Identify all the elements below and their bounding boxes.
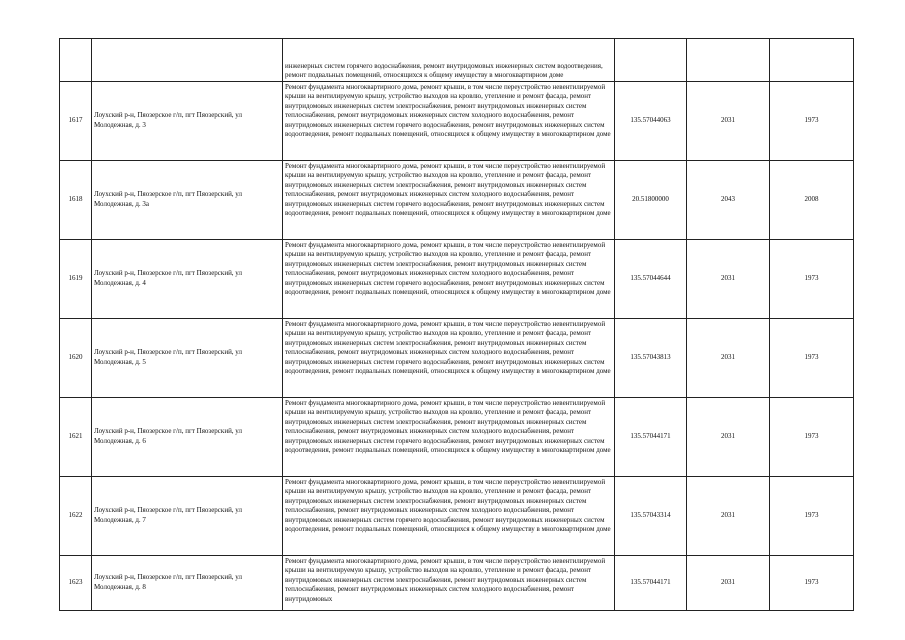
work-text: Ремонт фундамента многоквартирного дома, ремонт крыши, в том числе переустройство невентилируемой крыши на вентилируемую крышу, устройство выходов на кровлю, утепление и ремонт фасада, ремонт внутридомовых инженерных систем электроснабжения, ремонт внутридомовых инженерных систем теплоснабжения, ремонт внутридомовых инженерных систем холодного водоснабжения, ремонт внутридомовых инженерных систем горячего водоснабжения, ремонт внутридомовых инженерных систем водоотведения, ремонт подвальных помещений, относящихся к общему имуществу в многоквартирном доме: [285, 477, 611, 534]
cell-cost: 135.57044171: [615, 556, 687, 611]
cell-cost: [615, 39, 687, 82]
cell-planned-year: 2031: [687, 82, 770, 161]
table-row: [60, 161, 854, 240]
work-text: инженерных систем горячего водоснабжения, ремонт внутридомовых инженерных систем водоотведения, ремонт подвальных помещений, относящихся к общему имуществу в многоквартирном доме: [285, 61, 603, 80]
cell-address: Лоухский р-н, Пяозерское г/п, пгт Пяозерский, ул Молодежная, д. 7: [92, 477, 283, 556]
cell-number: 1623: [60, 556, 92, 611]
cell-work-types: [283, 398, 615, 477]
table-row: [60, 477, 854, 556]
cell-build-year: 1973: [770, 556, 854, 611]
cell-cost: 135.57044644: [615, 240, 687, 319]
cell-work-types: [283, 477, 615, 556]
cell-number: 1618: [60, 161, 92, 240]
work-text: Ремонт фундамента многоквартирного дома, ремонт крыши, в том числе переустройство невентилируемой крыши на вентилируемую крышу, устройство выходов на кровлю, утепление и ремонт фасада, ремонт внутридомовых инженерных систем электроснабжения, ремонт внутридомовых инженерных систем теплоснабжения, ремонт внутридомовых инженерных систем холодного водоснабжения, ремонт внутридомовых инженерных систем горячего водоснабжения, ремонт внутридомовых инженерных систем водоотведения, ремонт подвальных помещений, относящихся к общему имуществу в многоквартирном доме: [285, 82, 611, 139]
work-text: Ремонт фундамента многоквартирного дома, ремонт крыши, в том числе переустройство невентилируемой крыши на вентилируемую крышу, устройство выходов на кровлю, утепление и ремонт фасада, ремонт внутридомовых инженерных систем электроснабжения, ремонт внутридомовых инженерных систем теплоснабжения, ремонт внутридомовых инженерных систем холодного водоснабжения, ремонт внутридомовых инженерных систем горячего водоснабжения, ремонт внутридомовых инженерных систем водоотведения, ремонт подвальных помещений, относящихся к общему имуществу в многоквартирном доме: [285, 240, 611, 297]
cell-planned-year: 2031: [687, 319, 770, 398]
cell-address: [92, 39, 283, 82]
housing-repair-table: [59, 38, 854, 611]
cell-address: Лоухский р-н, Пяозерское г/п, пгт Пяозерский, ул Молодежная, д. 5: [92, 319, 283, 398]
cell-cost: 135.57044063: [615, 82, 687, 161]
table-row: [60, 556, 854, 611]
cell-address: Лоухский р-н, Пяозерское г/п, пгт Пяозерский, ул Молодежная, д. 4: [92, 240, 283, 319]
cell-address: Лоухский р-н, Пяозерское г/п, пгт Пяозерский, ул Молодежная, д. 8: [92, 556, 283, 611]
cell-build-year: 1973: [770, 477, 854, 556]
table-row-continued: [60, 39, 854, 82]
cell-build-year: 1973: [770, 398, 854, 477]
cell-number: [60, 39, 92, 82]
cell-address: Лоухский р-н, Пяозерское г/п, пгт Пяозерский, ул Молодежная, д. 6: [92, 398, 283, 477]
cell-planned-year: 2031: [687, 477, 770, 556]
cell-cost: 135.57043314: [615, 477, 687, 556]
cell-planned-year: [687, 39, 770, 82]
table-row: [60, 240, 854, 319]
cell-build-year: 1973: [770, 82, 854, 161]
cell-number: 1617: [60, 82, 92, 161]
cell-planned-year: 2031: [687, 398, 770, 477]
cell-cost: 20.51800000: [615, 161, 687, 240]
cell-address: Лоухский р-н, Пяозерское г/п, пгт Пяозерский, ул Молодежная, д. 3а: [92, 161, 283, 240]
cell-work-types: [283, 556, 615, 611]
cell-cost: 135.57044171: [615, 398, 687, 477]
cell-build-year: 1973: [770, 240, 854, 319]
work-text: Ремонт фундамента многоквартирного дома, ремонт крыши, в том числе переустройство невентилируемой крыши на вентилируемую крышу, устройство выходов на кровлю, утепление и ремонт фасада, ремонт внутридомовых инженерных систем электроснабжения, ремонт внутридомовых инженерных систем теплоснабжения, ремонт внутридомовых инженерных систем холодного водоснабжения, ремонт внутридомовых инженерных систем горячего водоснабжения, ремонт внутридомовых инженерных систем водоотведения, ремонт подвальных помещений, относящихся к общему имуществу в многоквартирном доме: [285, 161, 611, 218]
table-row: [60, 82, 854, 161]
cell-address: Лоухский р-н, Пяозерское г/п, пгт Пяозерский, ул Молодежная, д. 3: [92, 82, 283, 161]
cell-work-types: [283, 39, 615, 82]
cell-number: 1622: [60, 477, 92, 556]
cell-planned-year: 2043: [687, 161, 770, 240]
cell-number: 1619: [60, 240, 92, 319]
table-row: [60, 319, 854, 398]
cell-number: 1620: [60, 319, 92, 398]
cell-planned-year: 2031: [687, 556, 770, 611]
work-text: Ремонт фундамента многоквартирного дома, ремонт крыши, в том числе переустройство невентилируемой крыши на вентилируемую крышу, устройство выходов на кровлю, утепление и ремонт фасада, ремонт внутридомовых инженерных систем электроснабжения, ремонт внутридомовых инженерных систем теплоснабжения, ремонт внутридомовых инженерных систем холодного водоснабжения, ремонт внутридомовых инженерных систем горячего водоснабжения, ремонт внутридомовых инженерных систем водоотведения, ремонт подвальных помещений, относящихся к общему имуществу в многоквартирном доме: [285, 398, 611, 455]
cell-work-types: [283, 161, 615, 240]
cell-number: 1621: [60, 398, 92, 477]
cell-build-year: 1973: [770, 319, 854, 398]
table-row: [60, 398, 854, 477]
cell-work-types: [283, 82, 615, 161]
cell-planned-year: 2031: [687, 240, 770, 319]
cell-work-types: [283, 240, 615, 319]
cell-build-year: 2008: [770, 161, 854, 240]
cell-work-types: [283, 319, 615, 398]
cell-cost: 135.57043813: [615, 319, 687, 398]
cell-build-year: [770, 39, 854, 82]
work-text: Ремонт фундамента многоквартирного дома, ремонт крыши, в том числе переустройство невентилируемой крыши на вентилируемую крышу, устройство выходов на кровлю, утепление и ремонт фасада, ремонт внутридомовых инженерных систем электроснабжения, ремонт внутридомовых инженерных систем теплоснабжения, ремонт внутридомовых инженерных систем холодного водоснабжения, ремонт внутридомовых инженерных систем горячего водоснабжения, ремонт внутридомовых инженерных систем водоотведения, ремонт подвальных помещений, относящихся к общему имуществу в многоквартирном доме: [285, 319, 611, 376]
work-text: Ремонт фундамента многоквартирного дома, ремонт крыши, в том числе переустройство невентилируемой крыши на вентилируемую крышу, устройство выходов на кровлю, утепление и ремонт фасада, ремонт внутридомовых инженерных систем электроснабжения, ремонт внутридомовых инженерных систем теплоснабжения, ремонт внутридомовых инженерных систем холодного водоснабжения, ремонт внутридомовых: [285, 556, 606, 603]
